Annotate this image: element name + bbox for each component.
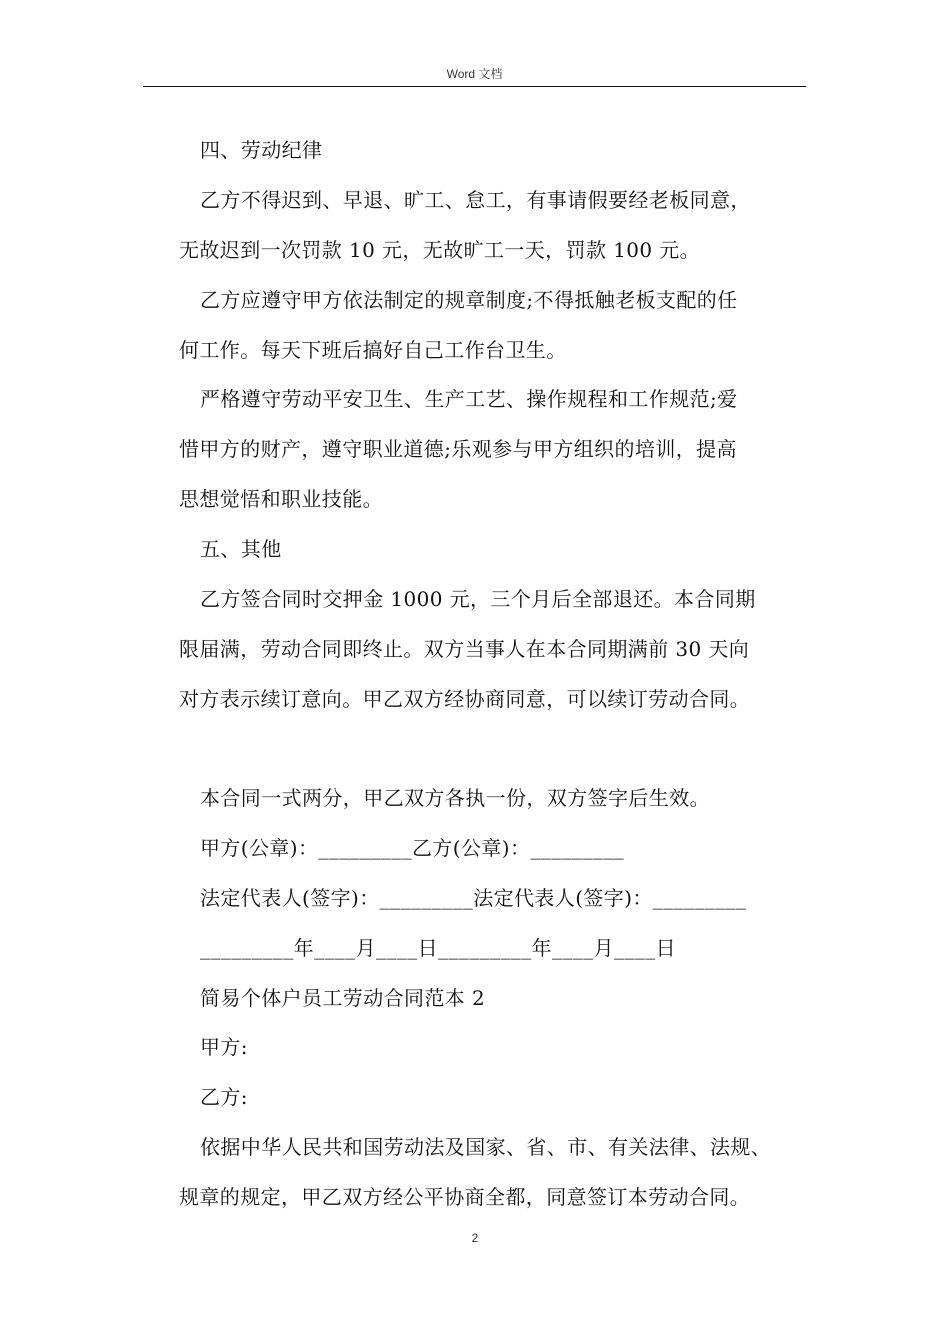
signature-line-date: _________年____月____日_________年____月____日 <box>200 936 676 960</box>
party-a-label: 甲方: <box>200 1035 248 1059</box>
paragraph-line: 乙方签合同时交押金 1000 元，三个月后全部退还。本合同期 <box>200 587 756 611</box>
paragraph-line: 无故迟到一次罚款 10 元，无故旷工一天，罚款 100 元。 <box>179 238 701 262</box>
paragraph-line: 乙方应遵守甲方依法制定的规章制度;不得抵触老板支配的任 <box>200 288 738 312</box>
paragraph-line: 惜甲方的财产，遵守职业道德;乐观参与甲方组织的培训，提高 <box>179 437 737 461</box>
document-subtitle: 简易个体户员工劳动合同范本 2 <box>200 986 486 1010</box>
paragraph-line: 乙方不得迟到、早退、旷工、怠工，有事请假要经老板同意， <box>200 188 751 212</box>
paragraph-line: 依据中华人民共和国劳动法及国家、省、市、有关法律、法规、 <box>200 1135 772 1159</box>
paragraph-line: 规章的规定，甲乙双方经公平协商全都，同意签订本劳动合同。 <box>179 1185 751 1209</box>
header-divider <box>143 86 806 87</box>
page-number: 2 <box>471 1231 479 1245</box>
section-heading-labor-discipline: 四、劳动纪律 <box>200 138 323 162</box>
page-header: Word 文档 <box>446 67 503 81</box>
paragraph-line: 对方表示续订意向。甲乙双方经协商同意，可以续订劳动合同。 <box>179 687 751 711</box>
section-heading-other: 五、其他 <box>200 537 282 561</box>
signature-line-seal: 甲方(公章)：_________乙方(公章)：_________ <box>200 836 625 860</box>
paragraph-line: 思想觉悟和职业技能。 <box>179 487 383 511</box>
paragraph-line: 严格遵守劳动平安卫生、生产工艺、操作规程和工作规范;爱 <box>200 387 738 411</box>
paragraph-line: 限届满，劳动合同即终止。双方当事人在本合同期满前 30 天向 <box>179 637 750 661</box>
signature-line-representative: 法定代表人(签字)：_________法定代表人(签字)：_________ <box>200 886 747 910</box>
paragraph-line: 何工作。每天下班后搞好自己工作台卫生。 <box>179 338 567 362</box>
paragraph-line: 本合同一式两分，甲乙双方各执一份，双方签字后生效。 <box>200 786 710 810</box>
party-b-label: 乙方: <box>200 1085 248 1109</box>
